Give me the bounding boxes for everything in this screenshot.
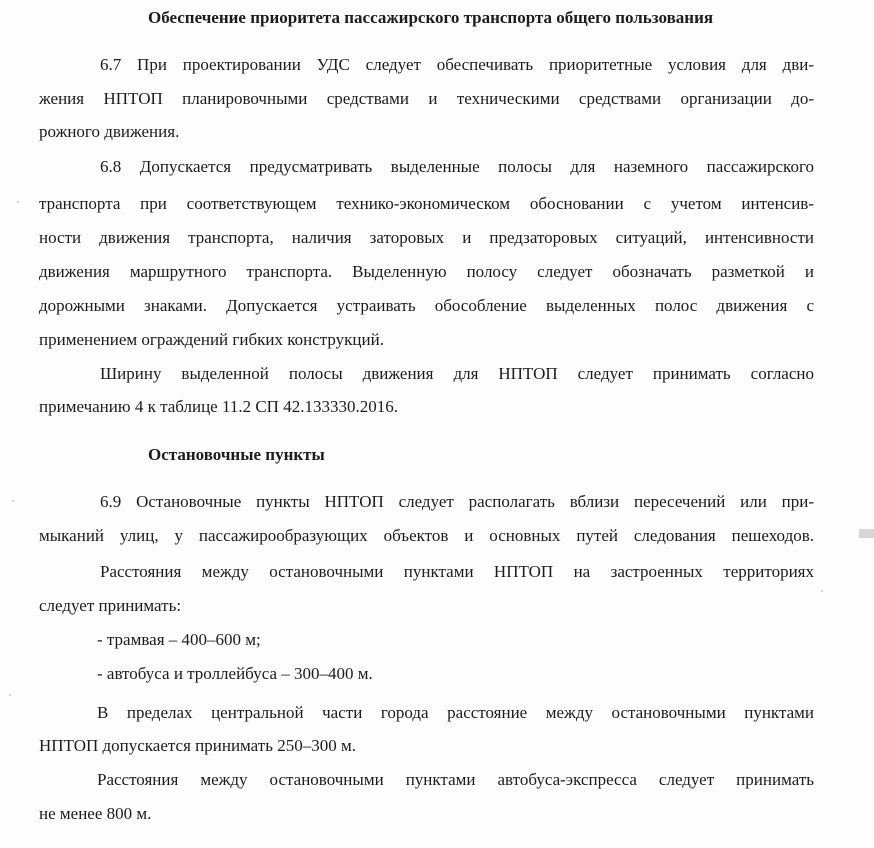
paragraph-distances-line-1: Расстояния между остановочными пунктами НПТОП на застроенных территориях — [100, 562, 814, 581]
paragraph-6-8-line-3: ности движения транспорта, наличия заторовых и предзаторовых ситуаций, интенсивности — [39, 228, 814, 247]
section-heading-priority: Обеспечение приоритета пассажирского транспорта общего пользования — [148, 8, 714, 27]
scan-speck — [17, 201, 19, 203]
scan-artifact-mark — [859, 529, 874, 538]
paragraph-6-8-line-5: дорожными знаками. Допускается устраивать обособление выделенных полос движения с — [39, 296, 814, 315]
paragraph-6-8-line-2: транспорта при соответствующем технико-экономическом обосновании с учетом интенсив- — [39, 194, 814, 213]
paragraph-center-line-2: НПТОП допускается принимать 250–300 м. — [39, 736, 356, 755]
paragraph-width-line-1: Ширину выделенной полосы движения для НПТОП следует принимать согласно — [100, 364, 814, 383]
paragraph-express-line-2: не менее 800 м. — [39, 804, 152, 823]
paragraph-6-9-line-2: мыканий улиц, у пассажирообразующих объектов и основных путей следования пешеходов. — [39, 526, 814, 545]
scan-speck — [12, 500, 14, 502]
paragraph-width-line-2: примечанию 4 к таблице 11.2 СП 42.133330.2016. — [39, 397, 398, 416]
paragraph-6-7-line-1: 6.7 При проектировании УДС следует обеспечивать приоритетные условия для дви- — [100, 55, 814, 74]
paragraph-6-7-line-2: жения НПТОП планировочными средствами и техническими средствами организации до- — [39, 89, 814, 108]
paragraph-center-line-1: В пределах центральной части города расстояние между остановочными пунктами — [97, 703, 814, 722]
scan-speck — [821, 590, 823, 592]
paragraph-6-8-line-6: применением ограждений гибких конструкций. — [39, 330, 384, 349]
paragraph-6-8-line-4: движения маршрутного транспорта. Выделенную полосу следует обозначать разметкой и — [39, 262, 814, 281]
list-item-tram: - трамвая – 400–600 м; — [97, 630, 261, 649]
list-item-bus-trolleybus: - автобуса и троллейбуса – 300–400 м. — [97, 664, 373, 683]
paragraph-6-7-line-3: рожного движения. — [39, 122, 180, 141]
paragraph-6-9-line-1: 6.9 Остановочные пункты НПТОП следует располагать вблизи пересечений или при- — [100, 492, 814, 511]
section-heading-stops: Остановочные пункты — [148, 445, 325, 464]
scan-speck — [9, 694, 11, 696]
paragraph-6-8-line-1: 6.8 Допускается предусматривать выделенные полосы для наземного пассажирского — [100, 157, 814, 176]
paragraph-distances-line-2: следует принимать: — [39, 596, 182, 615]
paragraph-express-line-1: Расстояния между остановочными пунктами автобуса-экспресса следует принимать — [97, 770, 814, 789]
